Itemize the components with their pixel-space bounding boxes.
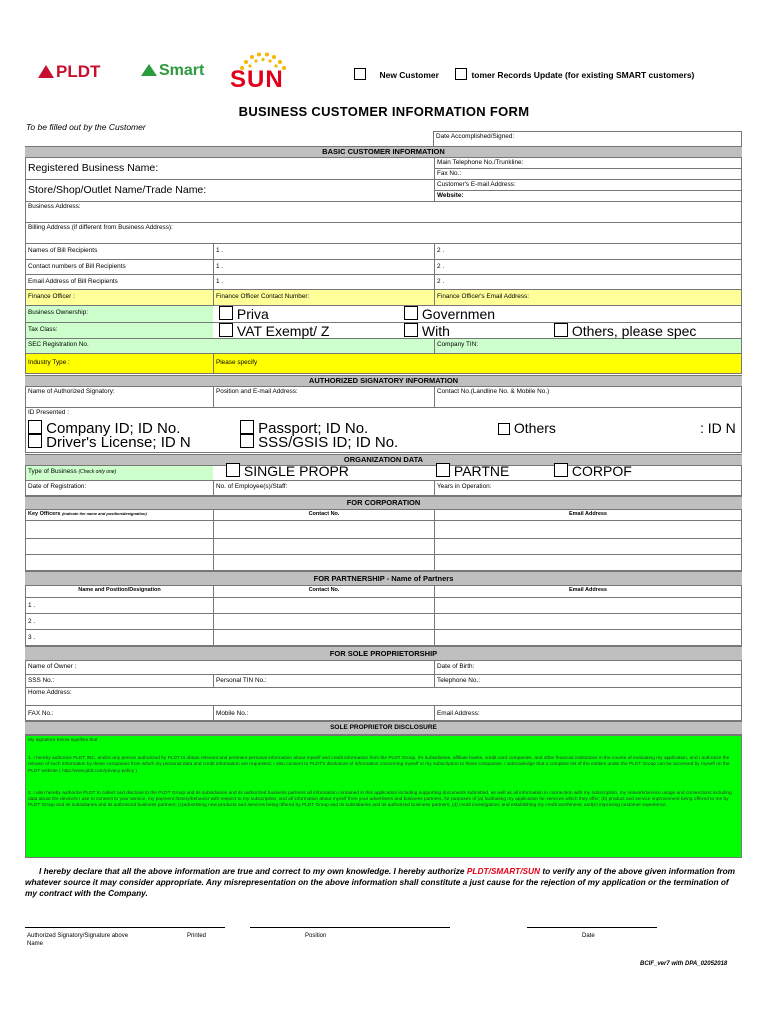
corporation-header-row: [25, 510, 742, 521]
bill-recipient-2-num: 2 .: [437, 247, 445, 254]
section-sole-disclosure: SOLE PROPRIETOR DISCLOSURE: [25, 721, 742, 735]
disclosure-paragraph-1: 1. I hereby authorize PLDT INC. and/or any person authorized by PLDT to obtain relevant and pertinent personal information about myself and credit information from the PLDT Group, it's subsidiaries, affiliate banks, credit card companies, and other financial institutions in the course of evaluating my application, and I authorize the release of such information by these companies from which my personal data and credit information are requested. I also consent to PLDT's disclosure of information concerning myself or my subscription to these companies. I acknowledge that a complete list of the entities under the PLDT Group can be accessed by myself on the PLDT website ( http://www.pldt.com/privacy-policy ): [28, 756, 730, 774]
partnership-checkbox[interactable]: [436, 463, 450, 477]
private-checkbox[interactable]: [219, 306, 233, 320]
new-customer-checkbox[interactable]: [354, 68, 366, 80]
bill-contact-1-num: 1 .: [216, 263, 224, 270]
ownership-row: [25, 306, 742, 323]
billing-address-label: Billing Address (if different from Business Address):: [28, 224, 173, 231]
id-presented-row: [25, 408, 742, 453]
trade-name-row: [25, 180, 742, 202]
tin-label: Personal TIN No.:: [216, 677, 267, 684]
check-one-note: (Check only one): [78, 469, 117, 475]
ownership-private-option[interactable]: [219, 306, 269, 322]
partner-1-contact[interactable]: [213, 598, 434, 613]
corp-officer-row-2: [25, 539, 742, 555]
bill-recipient-2[interactable]: [434, 244, 741, 259]
section-basic-info: BASIC CUSTOMER INFORMATION: [25, 146, 742, 158]
partner-3-contact[interactable]: [213, 630, 434, 645]
signatory-position-field[interactable]: [213, 387, 434, 407]
new-customer-label: New Customer: [379, 70, 439, 80]
mobile-label: Mobile No.:: [216, 710, 249, 717]
bill-contacts-label: Contact numbers of Bill Recipients: [28, 263, 126, 270]
corporation-checkbox[interactable]: [554, 463, 568, 477]
telephone-label: Telephone No.:: [437, 677, 480, 684]
main-tel-field[interactable]: [434, 158, 741, 169]
tax-class-row: [25, 323, 742, 339]
single-prop-option[interactable]: [226, 463, 349, 479]
corp-officer-1-contact[interactable]: [213, 521, 434, 538]
partner-contact-header: Contact No.: [213, 586, 434, 597]
drivers-license-checkbox[interactable]: [28, 434, 42, 448]
home-address-row: [25, 688, 742, 706]
mobile-field[interactable]: [213, 706, 434, 720]
position-label: Position: [305, 933, 327, 939]
government-label: Governmen: [421, 306, 496, 322]
registered-name-field[interactable]: [26, 158, 434, 179]
key-officers-label: Key Officers: [28, 511, 61, 517]
industry-row: [25, 354, 742, 374]
business-address-label: Business Address:: [28, 203, 81, 210]
finance-officer-field[interactable]: [26, 290, 213, 305]
disclosure-paragraph-2: 2. I also hereby authorize PLDT to collect and disclose to the PLDT Group and its subsidiaries and its authorized business partners all information contained in this application including supporting documents submitted, as well as all information in connection with my subscription, my network/service usage and connections including data about the device/s I use to connect to your service, my payment history/behavior with respect to my subscription, and all information about myself from your advertisers and business partners, for purposes of (a) facilitating my application for services which they offer; (b) product and service improvement being offered to me by PLDT Group and its subsidiaries and its authorized business partners; (c)advertising new products and services being offered by PLDT Group and its subsidiaries and its authorized business partners; (d) credit investigation; and establishing my credit worthiness; and(e) improving customer experience.: [28, 790, 732, 809]
new-customer-option[interactable]: [354, 65, 439, 83]
date-row: [25, 131, 742, 146]
partner-row-1: [25, 598, 742, 614]
main-tel-label: Main Telephone No./Trunkline:: [437, 159, 524, 166]
website-field[interactable]: [434, 191, 741, 201]
please-specify-label: Please specify: [216, 359, 258, 366]
partner-1-num: 1 .: [28, 602, 36, 609]
sole-email-label: Email Address:: [437, 710, 480, 717]
key-officers-note: (indicate the name and position/designation): [61, 511, 147, 516]
date-registration-label: Date of Registration:: [28, 483, 87, 490]
government-checkbox[interactable]: [404, 306, 418, 320]
section-for-corporation: FOR CORPORATION: [25, 496, 742, 510]
sole-email-field[interactable]: [434, 706, 741, 720]
drivers-license-label: Driver's License; ID N: [46, 434, 191, 451]
corp-contact-header: Contact No.: [213, 510, 434, 520]
telephone-field[interactable]: [434, 675, 741, 687]
fill-note: To be filled out by the Customer: [26, 122, 146, 132]
finance-contact-field[interactable]: [213, 290, 434, 305]
company-id-checkbox[interactable]: [28, 420, 42, 434]
declaration-part-a: I hereby declare that all the above information are true and correct to my own knowledge. I hereby authorize: [39, 866, 465, 876]
records-update-option[interactable]: [455, 65, 694, 83]
partner-name-header: Name and Position/Designation: [78, 587, 161, 593]
date-label: Date: [582, 933, 595, 939]
with-tax-option[interactable]: [404, 323, 450, 339]
partner-3-num: 3 .: [28, 634, 36, 641]
dob-label: Date of Birth:: [437, 663, 475, 670]
industry-label: Industry Type :: [26, 354, 213, 373]
partner-row-3: [25, 630, 742, 646]
signatory-row: [25, 387, 742, 408]
sec-reg-row: [25, 339, 742, 354]
years-operation-label: Years in Operation:: [437, 483, 492, 490]
pldt-logo-text: PLDT: [56, 62, 101, 81]
vat-exempt-option[interactable]: [219, 323, 329, 339]
corp-officer-3-email[interactable]: [434, 555, 741, 570]
signatory-name-field[interactable]: [26, 387, 213, 407]
company-id-label: Company ID; ID No.: [46, 420, 181, 437]
sss-label: SSS/GSIS ID; ID No.: [258, 434, 399, 451]
sss-row: [25, 675, 742, 688]
business-address-field[interactable]: [26, 202, 741, 222]
home-address-label: Home Address:: [28, 689, 72, 696]
bill-recipient-1-num: 1 .: [216, 247, 224, 254]
owner-name-label: Name of Owner :: [28, 663, 77, 670]
smart-logo: [141, 62, 204, 80]
smart-logo-text: Smart: [159, 62, 205, 79]
date-signed-label: Date Accomplished/Signed:: [436, 133, 515, 140]
drivers-license-option[interactable]: [28, 434, 213, 451]
sole-fax-label: FAX No.:: [28, 710, 54, 717]
id-presented-label: ID Presented :: [28, 409, 69, 416]
corp-officer-3-contact[interactable]: [213, 555, 434, 570]
bill-recipients-row: [25, 244, 742, 260]
vat-exempt-label: VAT Exempt/ Z: [236, 323, 330, 339]
dob-field[interactable]: [434, 661, 741, 674]
employees-field[interactable]: [213, 481, 434, 495]
disclosure-intro: My signature below signifies that: [28, 738, 98, 743]
declaration-text: [25, 866, 742, 899]
with-tax-checkbox[interactable]: [404, 323, 418, 337]
fax-field[interactable]: [434, 169, 741, 179]
passport-label: Passport; ID No.: [258, 420, 369, 437]
corp-email-header: Email Address: [434, 510, 741, 520]
partner-3-email[interactable]: [434, 630, 741, 645]
corporation-option[interactable]: [554, 463, 632, 479]
billing-address-field[interactable]: [26, 223, 741, 243]
single-prop-label: SINGLE PROPR: [243, 463, 349, 479]
pldt-mark-icon: [38, 65, 54, 78]
bill-recipient-1[interactable]: [213, 244, 434, 259]
owner-name-field[interactable]: [26, 661, 434, 674]
bill-contact-2[interactable]: [434, 260, 741, 274]
partnership-label: PARTNE: [453, 463, 510, 479]
sss-label-sole: SSS No.:: [28, 677, 55, 684]
business-address-row: [25, 202, 742, 223]
home-address-field[interactable]: [26, 688, 741, 705]
fax-row: [25, 706, 742, 721]
records-update-checkbox[interactable]: [455, 68, 467, 80]
partner-3-name[interactable]: [26, 630, 213, 645]
partnership-header-row: [25, 586, 742, 598]
partner-2-num: 2 .: [28, 618, 36, 625]
bill-emails-row: [25, 275, 742, 290]
billing-address-row: [25, 223, 742, 244]
type-of-business-label: [26, 466, 213, 480]
form-version: BCIF_ver7 with DPA_02052018: [640, 961, 728, 967]
date-registration-field[interactable]: [26, 481, 213, 495]
printed-label: Printed: [187, 933, 207, 939]
type-of-business-row: [25, 463, 742, 481]
finance-officer-label: Finance Officer :: [28, 293, 75, 300]
bill-email-2[interactable]: [434, 275, 741, 289]
owner-row: [25, 661, 742, 675]
trade-name-label: Store/Shop/Outlet Name/Trade Name:: [28, 184, 207, 196]
signature-line[interactable]: [25, 927, 225, 928]
declaration-brands: PLDT/SMART/SUN: [466, 866, 541, 876]
partner-2-name[interactable]: [26, 614, 213, 629]
id-others-number: : ID N: [700, 420, 736, 436]
ownership-government-option[interactable]: [404, 306, 495, 322]
bill-email-1-num: 1 .: [216, 278, 224, 285]
sec-reg-label: SEC Registration No.: [28, 341, 89, 348]
customer-email-field[interactable]: [434, 180, 741, 191]
date-line[interactable]: [527, 927, 657, 928]
years-operation-field[interactable]: [434, 481, 741, 495]
signatory-contact-field[interactable]: [434, 387, 741, 407]
corp-officer-2-contact[interactable]: [213, 539, 434, 554]
tin-field[interactable]: [213, 675, 434, 687]
finance-email-field[interactable]: [434, 290, 741, 305]
corp-officer-row-1: [25, 521, 742, 539]
bill-contact-2-num: 2 .: [437, 263, 445, 270]
fax-label: Fax No.:: [437, 170, 462, 177]
tax-others-option[interactable]: [554, 323, 696, 339]
partner-1-name[interactable]: [26, 598, 213, 613]
website-label: Website:: [437, 192, 464, 199]
name-label: Name: [27, 941, 44, 947]
registered-name-row: [25, 158, 742, 180]
partnership-option[interactable]: [436, 463, 509, 479]
disclosure-box: [25, 735, 742, 858]
bill-recipients-label: Names of Bill Recipients: [28, 247, 98, 254]
industry-specify-field[interactable]: [213, 354, 741, 373]
corp-officer-3-name[interactable]: [26, 555, 213, 570]
trade-name-field[interactable]: [26, 180, 434, 201]
position-line[interactable]: [250, 927, 450, 928]
signatory-contact-label: Contact No.(Landline No. & Mobile No.): [437, 388, 550, 395]
sec-reg-field[interactable]: [26, 339, 434, 353]
finance-contact-label: Finance Officer Contact Number:: [216, 293, 310, 300]
sss-option[interactable]: [240, 434, 398, 451]
bill-email-1[interactable]: [213, 275, 434, 289]
corp-officer-2-name[interactable]: [26, 539, 213, 554]
key-officers-header: [26, 510, 213, 520]
finance-officer-row: [25, 290, 742, 306]
declaration-part-b: to verify any of the above given information from whatever source it may consider appropriate. Any misrepresentation on the above information shall constitute a just cause for the rejection of my application or the termination of my contract with the Company.: [25, 866, 736, 898]
id-others-label: Others: [513, 420, 556, 436]
form-title: BUSINESS CUSTOMER INFORMATION FORM: [238, 104, 530, 119]
sun-logo: SUN: [230, 66, 284, 93]
partner-1-email[interactable]: [434, 598, 741, 613]
corp-officer-2-email[interactable]: [434, 539, 741, 554]
signatory-name-label: Name of Authorized Signatory:: [28, 388, 115, 395]
sss-field[interactable]: [26, 675, 213, 687]
bill-email-2-num: 2 .: [437, 278, 445, 285]
smart-mark-icon: [141, 64, 157, 76]
registered-name-label: Registered Business Name:: [28, 162, 159, 174]
with-tax-label: With: [421, 323, 450, 339]
registration-row: [25, 481, 742, 496]
records-update-label: tomer Records Update (for existing SMART customers): [471, 70, 695, 80]
vat-exempt-checkbox[interactable]: [219, 323, 233, 337]
section-organization-data: ORGANIZATION DATA: [25, 454, 742, 466]
date-signed-field[interactable]: [433, 131, 742, 146]
company-tin-label: Company TIN:: [437, 341, 479, 348]
single-prop-checkbox[interactable]: [226, 463, 240, 477]
partner-2-email[interactable]: [434, 614, 741, 629]
id-others-checkbox[interactable]: [498, 423, 510, 435]
corp-officer-1-email[interactable]: [434, 521, 741, 538]
ownership-label: Business Ownership:: [26, 306, 213, 322]
type-label: Type of Business: [28, 468, 77, 475]
bill-emails-label: Email Address of Bill Recipients: [28, 278, 118, 285]
corp-officer-row-3: [25, 555, 742, 571]
tax-others-checkbox[interactable]: [554, 323, 568, 337]
passport-checkbox[interactable]: [240, 420, 254, 434]
employees-label: No. of Employee(s)/Staff:: [216, 483, 288, 490]
partner-2-contact[interactable]: [213, 614, 434, 629]
partner-row-2: [25, 614, 742, 630]
corp-officer-1-name[interactable]: [26, 521, 213, 538]
company-tin-field[interactable]: [434, 339, 741, 353]
signature-label: Authorized Signatory/Signature above: [27, 933, 129, 939]
bill-contacts-row: [25, 260, 742, 275]
id-others-option[interactable]: [498, 420, 556, 436]
finance-email-label: Finance Officer's Email Address:: [437, 293, 530, 300]
bill-contact-1[interactable]: [213, 260, 434, 274]
tax-class-label: Tax Class:: [26, 323, 213, 338]
private-label: Priva: [236, 306, 269, 322]
signatory-position-label: Position and E-mail Address:: [216, 388, 298, 395]
tax-others-label: Others, please spec: [571, 323, 697, 339]
sss-checkbox[interactable]: [240, 434, 254, 448]
section-authorized-signatory: AUTHORIZED SIGNATORY INFORMATION: [25, 375, 742, 387]
corporation-label: CORPOF: [571, 463, 632, 479]
partner-email-header: Email Address: [434, 586, 741, 597]
section-for-sole-proprietorship: FOR SOLE PROPRIETORSHIP: [25, 646, 742, 661]
pldt-logo: [38, 62, 100, 82]
section-for-partnership: FOR PARTNERSHIP - Name of Partners: [25, 571, 742, 586]
customer-email-label: Customer's E-mail Address:: [437, 181, 516, 188]
sole-fax-field[interactable]: [26, 706, 213, 720]
